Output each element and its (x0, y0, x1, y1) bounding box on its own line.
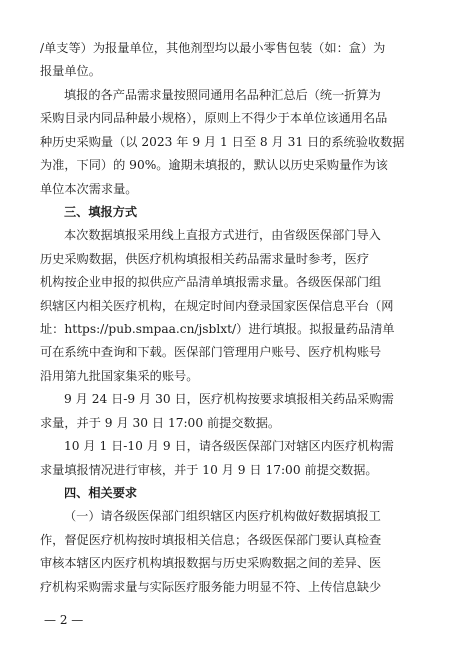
body-text-line: 沿用第九批国家集采的账号。 (40, 368, 199, 383)
body-text-line: 种历史采购量（以 2023 年 9 月 1 日至 8 月 31 日的系统验收数据 (40, 134, 405, 149)
body-text-line: 求量，并于 9 月 30 日 17:00 前提交数据。 (40, 415, 281, 430)
body-text-line: 单位本次需求量。 (40, 181, 138, 196)
body-text-line: 10 月 1 日-10 月 9 日，请各级医保部门对辖区内医疗机构需 (64, 439, 394, 454)
body-text-line: 采购目录内同品种最小规格），原则上不得少于本单位该通用名品 (40, 111, 388, 126)
body-text-line: 作，督促医疗机构按时填报相关信息；各级医保部门要认真检查 (40, 532, 382, 547)
body-text-line: 审核本辖区内医疗机构填报数据与历史采购数据之间的差异、医 (40, 556, 382, 571)
section-heading: 四、相关要求 (64, 485, 138, 500)
body-text-line: 为准，下同）的 90%。逾期未填报的，默认以历史采购量作为该 (40, 158, 388, 173)
body-text-line: 机构按企业申报的拟供应产品清单填报需求量。各级医保部门组 (40, 275, 382, 290)
body-text-line: 9 月 24 日-9 月 30 日，医疗机构按要求填报相关药品采购需 (64, 392, 394, 407)
body-text-line: 疗机构采购需求量与实际医疗服务能力明显不符、上传信息缺少 (40, 579, 382, 594)
body-text-line: （一）请各级医保部门组织辖区内医疗机构做好数据填报工 (64, 509, 381, 524)
body-text-line: 求量填报情况进行审核，并于 10 月 9 日 17:00 前提交数据。 (40, 462, 378, 477)
body-text-line: 本次数据填报采用线上直报方式进行，由省级医保部门导入 (64, 228, 381, 243)
body-text-line: 织辖区内相关医疗机构，在规定时间内登录国家医保信息平台（网 (40, 298, 394, 313)
body-text-line: 填报的各产品需求量按照同通用名品种汇总后（统一折算为 (64, 87, 381, 102)
body-text-line: 可在系统中查询和下载。医保部门管理用户账号、医疗机构账号 (40, 345, 382, 360)
page-number: — 2 — (44, 613, 84, 627)
body-text-line: 报量单位。 (40, 64, 101, 79)
body-text-line: 址：https://pub.smpaa.cn/jsblxt/）进行填报。拟报量药品清单 (40, 322, 395, 336)
section-heading: 三、填报方式 (64, 204, 138, 219)
body-text-line: /单支等）为报量单位，其他剂型均以最小零售包装（如：盒）为 (40, 41, 386, 55)
body-text-line: 历史采购数据，供医疗机构填报相关药品需求量时参考，医疗 (40, 251, 370, 266)
